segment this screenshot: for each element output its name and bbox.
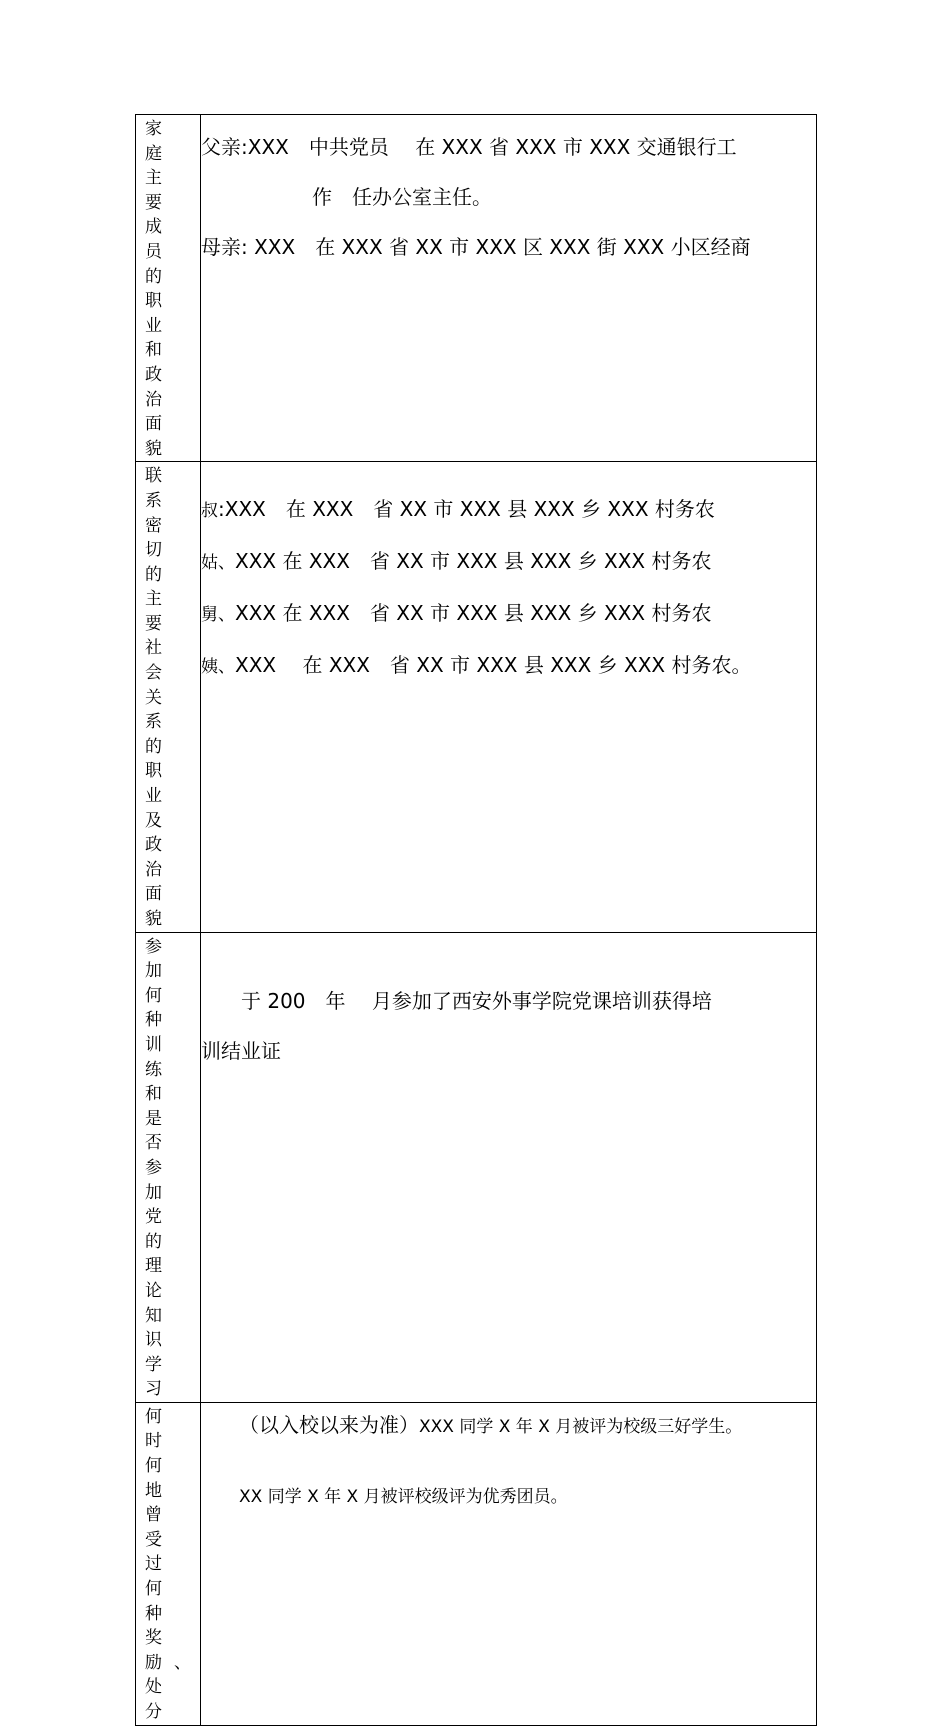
label-cell-family-members xyxy=(136,115,201,462)
table-row xyxy=(136,462,817,932)
table-row xyxy=(136,1402,817,1725)
table-row xyxy=(136,932,817,1402)
reward-text: XXX 同学 X 年 X 月被评为校级三好学生。 xyxy=(419,1416,743,1437)
reward-note: （以入校以来为准） xyxy=(239,1412,419,1437)
content-cell-rewards xyxy=(201,1402,817,1725)
relation-prefix: 姨、 xyxy=(201,657,235,678)
relation-text: :XXX 在 XXX 省 XX 市 XXX 县 XXX 乡 XXX 村务农 xyxy=(218,497,715,522)
content-line-aunt-maternal xyxy=(201,640,816,692)
content-line-mother: 母亲: XXX 在 XXX 省 XX 市 XXX 区 XXX 街 XXX 小区经商 xyxy=(201,235,751,259)
reward-text: XX 同学 X 年 X 月被评校级评为优秀团员。 xyxy=(239,1486,568,1507)
relation-text: XXX 在 XXX 省 XX 市 XXX 县 XXX 乡 XXX 村务农 xyxy=(235,549,712,574)
content-line-aunt-paternal xyxy=(201,536,816,588)
label-cell-social-relations xyxy=(136,462,201,932)
content-cell-social-relations xyxy=(201,462,817,932)
content-line-reward-2 xyxy=(239,1479,816,1515)
content-line-training: 于 200 年 月参加了西安外事学院党课培训获得培 xyxy=(201,988,712,1013)
relation-prefix: 舅、 xyxy=(201,605,235,626)
relation-text: XXX 在 XXX 省 XX 市 XXX 县 XXX 乡 XXX 村务农 xyxy=(235,601,712,626)
relation-prefix: 姑、 xyxy=(201,553,235,574)
label-cell-rewards xyxy=(136,1402,201,1725)
content-line-training-cont: 训结业证 xyxy=(201,1038,281,1063)
table-row xyxy=(136,115,817,462)
row-label: 参加何种训练和是否参加党的理论知识学习 xyxy=(145,936,174,1400)
row-label: 联系密切的主要社会关系的职业及政治面貌 xyxy=(145,466,174,929)
content-line-father-cont: 作 任办公室主任。 xyxy=(312,185,492,209)
content-line-uncle xyxy=(201,484,816,536)
label-cell-training xyxy=(136,932,201,1402)
relation-text: XXX 在 XXX 省 XX 市 XXX 县 XXX 乡 XXX 村务农。 xyxy=(235,653,752,678)
political-review-form-table xyxy=(135,114,817,1726)
relation-prefix: 叔 xyxy=(201,501,218,522)
content-cell-training xyxy=(201,932,817,1402)
content-line-father: 父亲:XXX 中共党员 在 XXX 省 XXX 市 XXX 交通银行工 xyxy=(201,135,737,159)
row-label: 何时何地曾受过何种奖励、处分 xyxy=(145,1406,203,1722)
content-line-uncle-maternal xyxy=(201,588,816,640)
content-cell-family-members xyxy=(201,115,817,462)
row-label: 家庭主要成员的职业和政治面貌 xyxy=(145,119,174,459)
content-line-reward-1 xyxy=(239,1407,816,1445)
